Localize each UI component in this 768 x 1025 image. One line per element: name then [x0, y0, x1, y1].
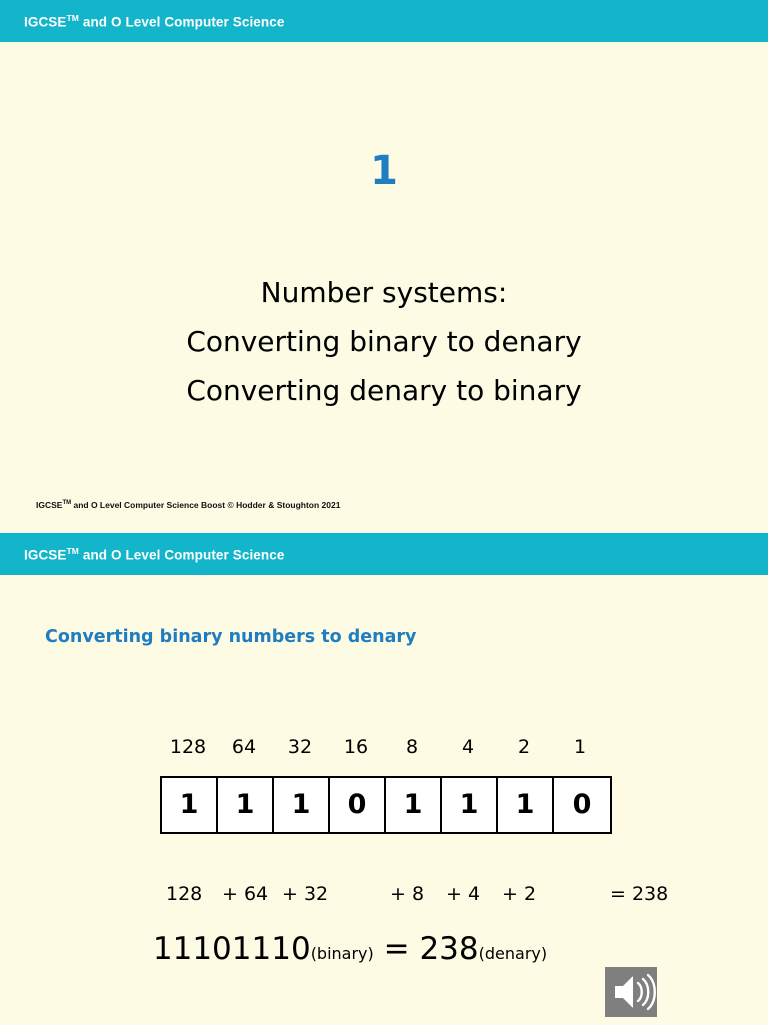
slide-header-title-2: IGCSE™ and O Level Computer Science	[24, 545, 285, 563]
sum-part: 128	[166, 883, 203, 905]
bit-cell: 1	[274, 778, 330, 832]
bit-cell: 1	[162, 778, 218, 832]
result-binary-label: (binary)	[310, 944, 374, 963]
sum-part: + 64	[222, 883, 269, 905]
place-value-cell: 1	[573, 736, 587, 758]
bit-cell: 1	[498, 778, 554, 832]
bit-cell: 0	[330, 778, 386, 832]
result-denary: 238	[419, 931, 479, 967]
title-line-2: Converting binary to denary	[186, 325, 582, 358]
sum-part: + 2	[502, 883, 537, 905]
bit-cell: 1	[442, 778, 498, 832]
slide-binary-to-denary	[0, 533, 768, 1025]
copyright-footnote: IGCSE™ and O Level Computer Science Boost © Hodder & Stoughton 2021	[36, 500, 341, 510]
slide-header-bar-2	[0, 533, 768, 575]
slide-number: 1	[370, 148, 398, 194]
result-equation	[0, 931, 700, 967]
place-value-cell: 4	[461, 736, 475, 758]
sum-part: + 32	[282, 883, 329, 905]
title-line-3: Converting denary to binary	[186, 374, 582, 407]
slide-header-title: IGCSE™ and O Level Computer Science	[24, 12, 285, 30]
sum-part: + 4	[446, 883, 481, 905]
slide-header-bar	[0, 0, 768, 42]
sum-total: = 238	[610, 883, 669, 905]
place-value-cell: 8	[405, 736, 419, 758]
title-line-1: Number systems:	[260, 276, 508, 309]
bit-cell: 1	[386, 778, 442, 832]
place-value-cell: 64	[231, 736, 257, 758]
slide-title-block	[0, 268, 768, 415]
bit-cell: 1	[218, 778, 274, 832]
result-equals: =	[373, 931, 420, 967]
section-heading: Converting binary numbers to denary	[45, 627, 417, 647]
place-value-cell: 16	[343, 736, 369, 758]
binary-bit-table	[160, 776, 612, 834]
place-value-cell: 128	[169, 736, 207, 758]
result-denary-label: (denary)	[478, 944, 548, 963]
bit-cell: 0	[554, 778, 610, 832]
place-value-row	[160, 736, 608, 758]
speaker-icon[interactable]	[605, 967, 657, 1017]
place-value-cell: 2	[517, 736, 531, 758]
sum-part: + 8	[390, 883, 425, 905]
place-value-cell: 32	[287, 736, 313, 758]
result-binary: 11101110	[152, 931, 311, 967]
